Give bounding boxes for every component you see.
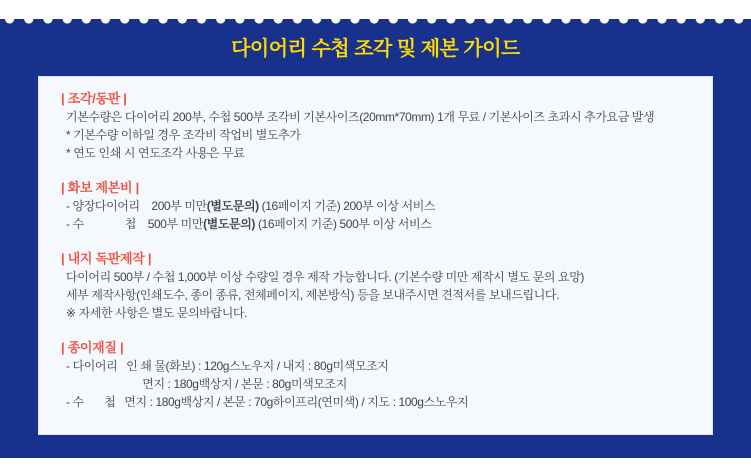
section-heading: | 조각/동판 | [61,91,127,106]
content-box [38,76,713,435]
section-heading: | 종이재질 | [61,340,124,355]
stamp-band [0,19,751,458]
section-line: 면지 : 180g백상지 / 본문 : 80g미색모조지 [66,377,347,391]
line-part-bold: (별도문의) [206,199,259,213]
line-part: - 양장다이어리 200부 미만 [66,199,207,213]
section-line: - 다이어리 인 쇄 물(화보) : 120g스노우지 / 내지 : 80g미색모조지 [66,359,389,373]
perforation-edge [0,19,751,25]
section-line: * 기본수량 이하일 경우 조각비 작업비 별도추가 [66,128,301,142]
section-line: - 수 첩 면지 : 180g백상지 / 본문 : 70g하이프리(연미색) / 지도 : 100g스노우지 [66,395,469,409]
section-line: 다이어리 500부 / 수첩 1,000부 이상 수량일 경우 제작 가능합니다. (기본수량 미만 제작시 별도 문의 요망) [66,270,585,284]
line-part-bold: (별도문의) [203,217,256,231]
line-part: (16페이지 기준) 200부 이상 서비스 [258,199,436,213]
section-line: ※ 자세한 사항은 별도 문의바랍니다. [66,306,248,320]
section-line [61,215,692,233]
section-line: * 연도 인쇄 시 연도조각 사용은 무료 [66,146,245,160]
section-line: 기본수량은 다이어리 200부, 수첩 500부 조각비 기본사이즈(20mm*70mm) 1개 무료 / 기본사이즈 초과시 추가요금 발생 [66,110,655,124]
section-engraving [61,89,692,162]
line-part: - 수 첩 500부 미만 [66,217,204,231]
section-binding-fee [61,178,692,233]
section-heading: | 내지 독판제작 | [61,251,152,266]
page-title: 다이어리 수첩 조각 및 제본 가이드 [231,38,520,60]
section-line: 세부 제작사항(인쇄도수, 종이 종류, 전체페이지, 제본방식) 등을 보내주시면 견적서를 보내드립니다. [66,288,560,302]
section-heading: | 화보 제본비 | [61,180,139,195]
section-line [61,197,692,215]
line-part: (16페이지 기준) 500부 이상 서비스 [255,217,432,231]
section-inner-page-custom [61,249,692,322]
section-paper-material [61,338,692,411]
